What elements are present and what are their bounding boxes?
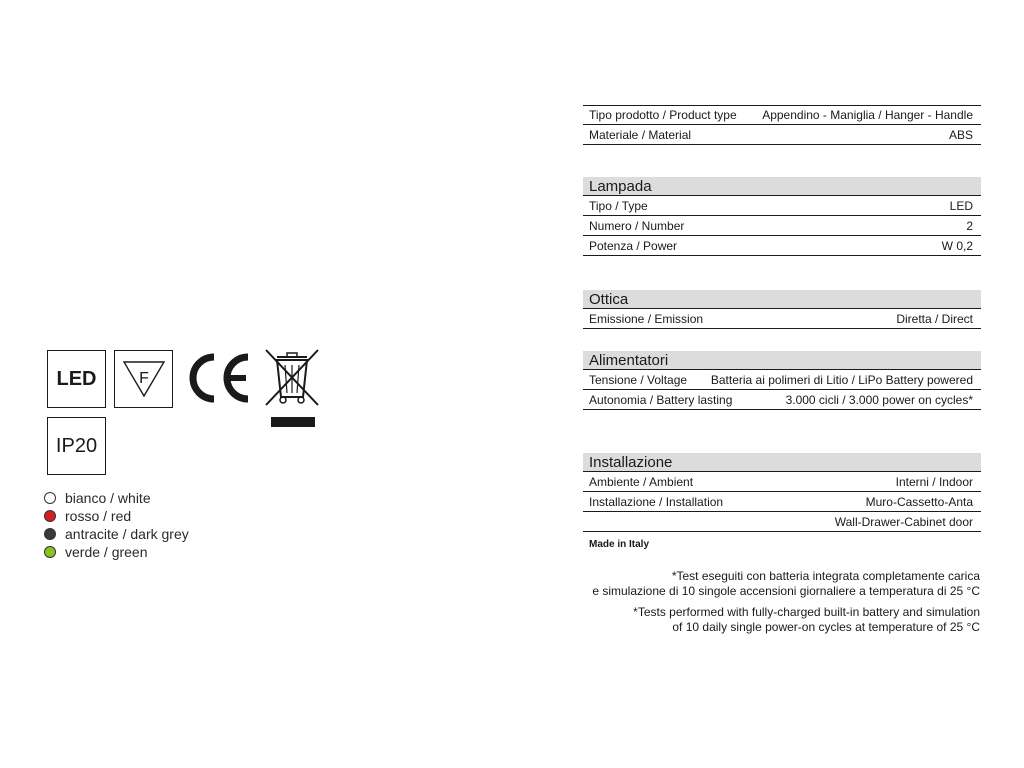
spec-row-type	[583, 196, 981, 216]
color-label: verde / green	[65, 544, 148, 560]
ip20-rating-mark	[47, 417, 106, 475]
spec-row-power	[583, 236, 981, 256]
dark-grey-swatch-icon	[44, 528, 56, 540]
f-mark-letter: F	[138, 370, 149, 387]
color-option-red	[44, 507, 189, 525]
color-option-green	[44, 543, 189, 561]
spec-value: Diretta / Direct	[896, 311, 973, 326]
note-line: *Tests performed with fully-charged built-in battery and simulation	[633, 605, 980, 619]
led-mark-label: LED	[56, 367, 97, 390]
spec-value: 3.000 cicli / 3.000 power on cycles*	[785, 392, 973, 407]
spec-key: Ambiente / Ambient	[589, 474, 694, 489]
note-line: *Test eseguiti con batteria integrata completamente carica	[671, 569, 980, 583]
spec-key: Installazione / Installation	[589, 494, 724, 509]
ottica-section	[583, 290, 981, 329]
spec-key: Autonomia / Battery lasting	[589, 392, 733, 407]
spec-key: Potenza / Power	[589, 238, 678, 253]
spec-value: Batteria ai polimeri di Litio / LiPo Battery powered	[710, 372, 973, 387]
f-mark-certification	[114, 350, 173, 408]
spec-row-installation	[583, 492, 981, 512]
lampada-section	[583, 177, 981, 256]
color-option-white	[44, 489, 189, 507]
ottica-heading: Ottica	[583, 290, 981, 309]
spec-value: Wall-Drawer-Cabinet door	[834, 514, 973, 529]
installazione-heading: Installazione	[583, 453, 981, 472]
ce-mark-icon	[184, 353, 252, 403]
color-option-dark-grey	[44, 525, 189, 543]
spec-row-installation-en	[583, 512, 981, 532]
alimentatori-heading: Alimentatori	[583, 351, 981, 370]
spec-value: LED	[949, 198, 973, 213]
installazione-section	[583, 453, 981, 532]
spec-key: Emissione / Emission	[589, 311, 704, 326]
color-label: bianco / white	[65, 490, 151, 506]
test-note-english	[633, 605, 980, 635]
spec-value: W 0,2	[941, 238, 973, 253]
spec-value: ABS	[948, 127, 973, 142]
spec-key: Numero / Number	[589, 218, 685, 233]
weee-crossed-bin-icon	[263, 347, 321, 429]
spec-row-voltage	[583, 370, 981, 390]
green-swatch-icon	[44, 546, 56, 558]
spec-row-number	[583, 216, 981, 236]
spec-value: Interni / Indoor	[895, 474, 973, 489]
color-options-list	[44, 489, 189, 561]
spec-row-battery-lasting	[583, 390, 981, 410]
spec-row-material	[583, 125, 981, 145]
color-label: rosso / red	[65, 508, 132, 524]
product-spec-table	[583, 105, 981, 145]
note-line: of 10 daily single power-on cycles at temperature of 25 °C	[672, 620, 980, 634]
spec-value: Muro-Cassetto-Anta	[865, 494, 973, 509]
test-note-italian	[592, 569, 980, 599]
made-in-italy-label: Made in Italy	[589, 539, 650, 550]
f-triangle-icon	[119, 356, 169, 402]
color-label: antracite / dark grey	[65, 526, 189, 542]
lampada-heading: Lampada	[583, 177, 981, 196]
led-certification-mark	[47, 350, 106, 408]
spec-row-ambient	[583, 472, 981, 492]
spec-key: Tipo / Type	[589, 198, 648, 213]
note-line: e simulazione di 10 singole accensioni giornaliere a temperatura di 25 °C	[592, 584, 980, 598]
red-swatch-icon	[44, 510, 56, 522]
spec-value: 2	[966, 218, 973, 233]
spec-value: Appendino - Maniglia / Hanger - Handle	[762, 108, 973, 122]
spec-row-emission	[583, 309, 981, 329]
alimentatori-section	[583, 351, 981, 410]
white-swatch-icon	[44, 492, 56, 504]
spec-key: Materiale / Material	[589, 127, 692, 142]
spec-row-product-type	[583, 105, 981, 125]
spec-key: Tensione / Voltage	[589, 372, 688, 387]
spec-key: Tipo prodotto / Product type	[589, 108, 737, 122]
ip-rating-label: IP20	[55, 434, 98, 457]
